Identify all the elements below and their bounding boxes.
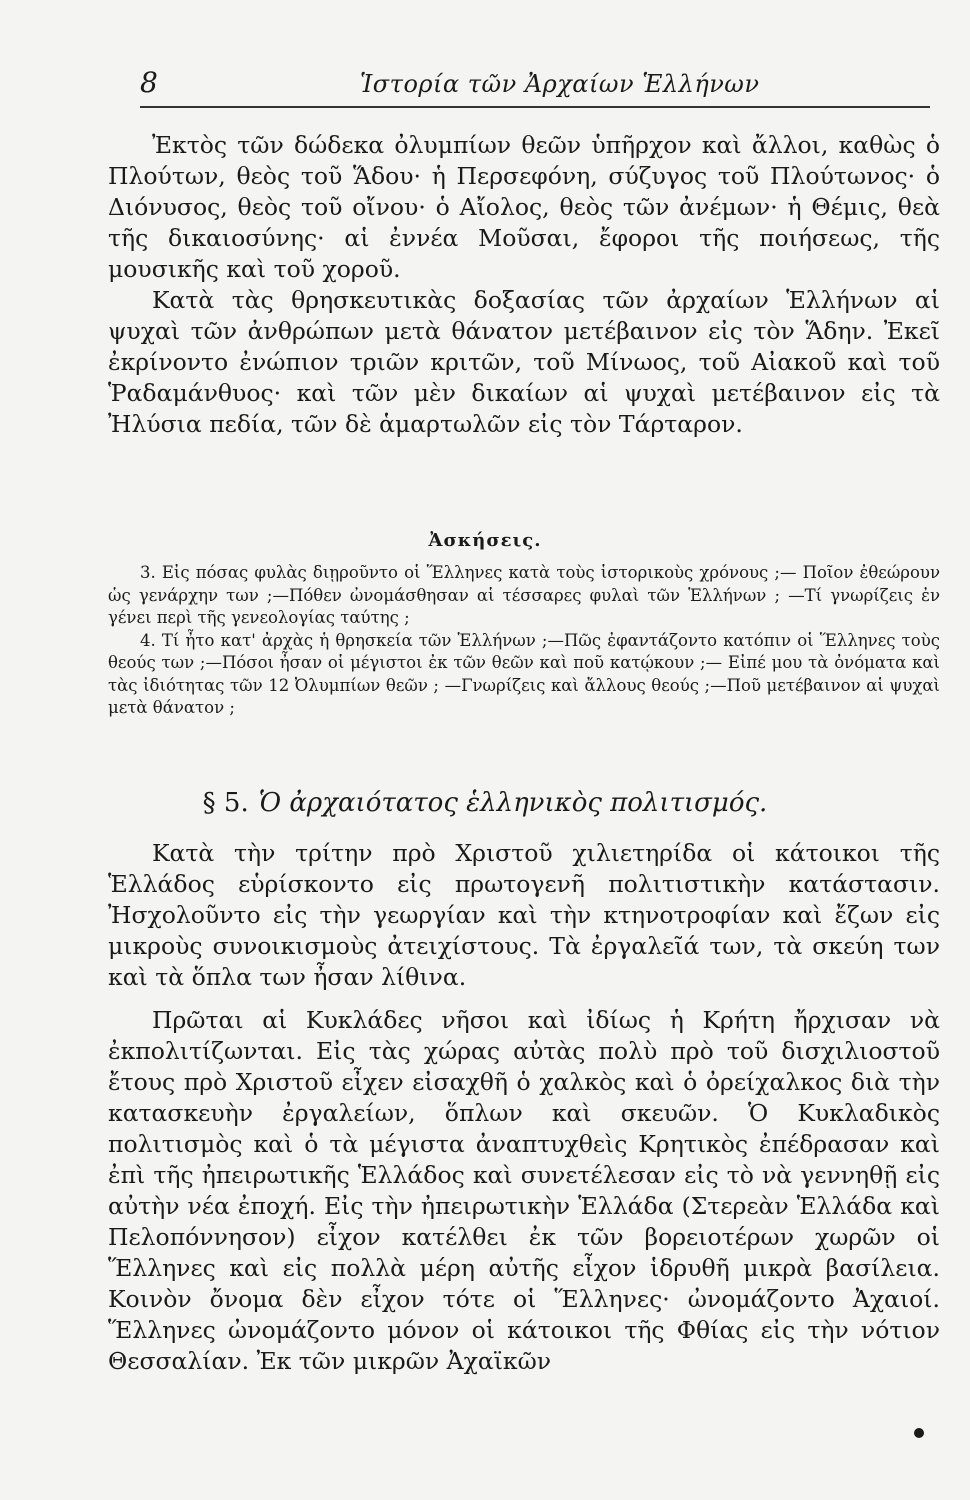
paragraph: Κατὰ τὴν τρίτην πρὸ Χριστοῦ χιλιετηρίδα οἱ κάτοικοι τῆς Ἑλλάδος εὑρίσκοντο εἰς πρωτογενῆ πολιτιστικὴν κατάστασιν. Ἠσχολοῦντο εἰς τὴν γεωργίαν καὶ τὴν κτηνοτροφίαν καὶ ἔζων εἰς μικροὺς συνοικισμοὺς ἀτειχίστους. Τὰ ἐργαλεῖά των, τὰ σκεύη των καὶ τὰ ὅπλα των ἦσαν λίθινα. bbox=[108, 839, 940, 991]
page-header bbox=[140, 66, 930, 108]
paragraph: Πρῶται αἱ Κυκλάδες νῆσοι καὶ ἰδίως ἡ Κρήτη ἤρχισαν νὰ ἐκπολιτίζωνται. Εἰς τὰς χώρας αὐτὰς πολὺ πρὸ τοῦ δισχιλιοστοῦ ἔτους πρὸ Χριστοῦ εἶχεν εἰσαχθῆ ὁ χαλκὸς καὶ ὁ ὀρείχαλκος διὰ τὴν κατασκευὴν ἐργαλείων, ὅπλων καὶ σκευῶν. Ὁ Κυκλαδικὸς πολιτισμὸς καὶ ὁ τὰ μέγιστα ἀναπτυχθεὶς Κρητικὸς ἐπέδρασαν καὶ ἐπὶ τῆς ἠπειρωτικῆς Ἑλλάδος καὶ συνετέλεσαν εἰς τὸ νὰ γεννηθῇ εἰς αὐτὴν νέα ἐποχή. Εἰς τὴν ἠπειρωτικὴν Ἑλλάδα (Στερεὰν Ἑλλάδα καὶ Πελοπόννησον) εἶχον κατέλθει ἐκ τῶν βορειοτέρων χωρῶν οἱ Ἕλληνες καὶ εἰς πολλὰ μέρη αὐτῆς εἶχον ἱδρυθῆ μικρὰ βασίλεια. Κοινὸν ὄνομα δὲν εἶχον τότε οἱ Ἕλληνες· ὠνομάζοντο Ἀχαιοί. Ἕλληνες ὠνομάζοντο μόνον οἱ κάτοικοι τῆς Φθίας εἰς τὴν νότιον Θεσσαλίαν. Ἐκ τῶν μικρῶν Ἀχαϊκῶν bbox=[108, 1006, 940, 1375]
paragraph: Κατὰ τὰς θρησκευτικὰς δοξασίας τῶν ἀρχαίων Ἑλλήνων αἱ ψυχαὶ τῶν ἀνθρώπων μετὰ θάνατον μετέβαινον εἰς τὸν Ἅδην. Ἐκεῖ ἐκρίνοντο ἐνώπιον τριῶν κριτῶν, τοῦ Μίνωος, τοῦ Αἰακοῦ καὶ τοῦ Ῥαδαμάνθυος· καὶ τῶν μὲν δικαίων αἱ ψυχαὶ μετέβαινον εἰς τὰ Ἠλύσια πεδία, τῶν δὲ ἁμαρτωλῶν εἰς τὸν Τάρταρον. bbox=[108, 286, 940, 438]
exercises-title: Ἀσκήσεις. bbox=[428, 530, 542, 551]
exercise-item: 3. Εἰς πόσας φυλὰς διῃροῦντο οἱ Ἕλληνες κατὰ τοὺς ἱστορικοὺς χρόνους ;— Ποῖον ἐθεώρουν ὡς γενάρχην των ;—Πόθεν ὠνομάσθησαν αἱ τέσσαρες φυλαὶ τῶν Ἑλλήνων ; —Τί γνωρίζεις ἐν γένει περὶ τῆς γενεολογίας ταύτης ; bbox=[108, 563, 940, 627]
intro-text bbox=[108, 130, 940, 440]
section-symbol: § 5. bbox=[202, 788, 249, 818]
section-title: Ὁ ἀρχαιότατος ἑλληνικὸς πολιτισμός. bbox=[258, 788, 768, 818]
exercises-list bbox=[108, 562, 940, 720]
section-heading bbox=[0, 788, 970, 818]
ink-dot bbox=[914, 1428, 924, 1438]
paragraph: Ἐκτὸς τῶν δώδεκα ὀλυμπίων θεῶν ὑπῆρχον καὶ ἄλλοι, καθὼς ὁ Πλούτων, θεὸς τοῦ Ἅδου· ἡ Περσεφόνη, σύζυγος τοῦ Πλούτωνος· ὁ Διόνυσος, θεὸς τοῦ οἴνου· ὁ Αἴολος, θεὸς τῶν ἀνέμων· ἡ Θέμις, θεὰ τῆς δικαιοσύνης· αἱ ἐννέα Μοῦσαι, ἔφοροι τῆς ποιήσεως, τῆς μουσικῆς καὶ τοῦ χοροῦ. bbox=[108, 131, 940, 283]
exercise-item: 4. Τί ἦτο κατ' ἀρχὰς ἡ θρησκεία τῶν Ἑλλήνων ;—Πῶς ἐφαντάζοντο κατόπιν οἱ Ἕλληνες τοὺς θεούς των ;—Πόσοι ἦσαν οἱ μέγιστοι ἐκ τῶν θεῶν καὶ ποῦ κατῴκουν ;— Εἰπέ μου τὰ ὀνόματα καὶ τὰς ἰδιότητας τῶν 12 Ὀλυμπίων θεῶν ; —Γνωρίζεις καὶ ἄλλους θεούς ;—Ποῦ μετέβαινον αἱ ψυχαὶ μετὰ θάνατον ; bbox=[108, 630, 940, 717]
main-text bbox=[108, 838, 940, 1389]
page-number: 8 bbox=[140, 66, 158, 99]
running-title: Ἱστορία τῶν Ἀρχαίων Ἑλλήνων bbox=[360, 70, 760, 98]
